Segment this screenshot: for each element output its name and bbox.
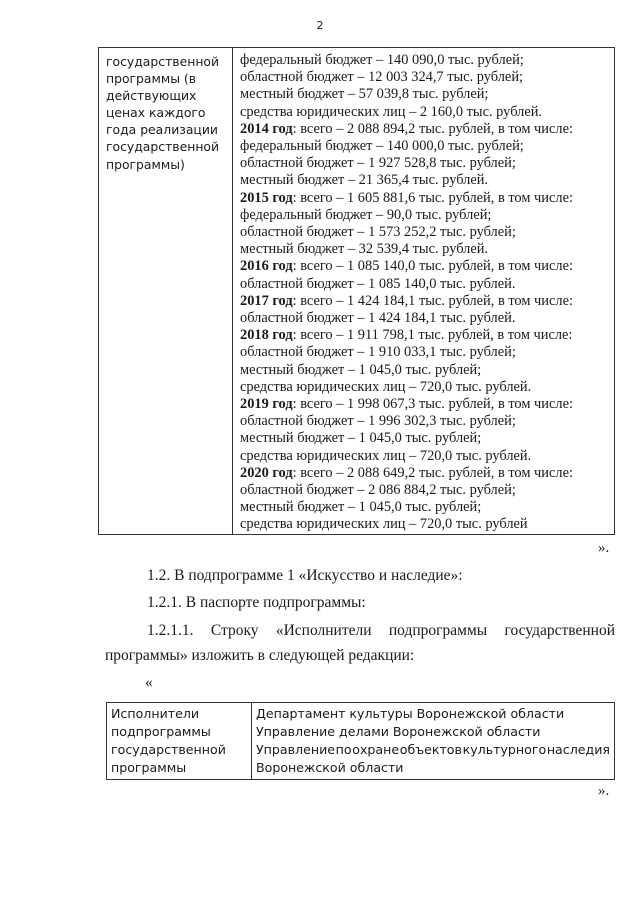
funding-label-line: государственной: [106, 139, 220, 155]
executor-word: объектов: [399, 742, 462, 757]
funding-text: областной бюджет – 1 927 528,8 тыс. рублей;: [240, 155, 516, 172]
instruction-word: подпрограммы: [388, 622, 488, 639]
paragraph-passport-heading: 1.2.1. В паспорте подпрограммы:: [147, 594, 366, 611]
funding-label-line: ценах каждого: [106, 105, 206, 121]
funding-text: местный бюджет – 1 045,0 тыс. рублей;: [240, 361, 482, 378]
funding-text: областной бюджет – 2 086 884,2 тыс. рублей;: [240, 482, 516, 499]
instruction-word: 1.2.1.1.: [147, 622, 194, 639]
executors-table: [106, 702, 615, 780]
funding-line: [240, 396, 614, 413]
funding-line: [240, 482, 614, 499]
funding-text: областной бюджет – 1 085 140,0 тыс. рублей.: [240, 275, 516, 292]
funding-text: средства юридических лиц – 2 160,0 тыс. рублей.: [240, 103, 543, 120]
executors-label-line: Исполнители: [111, 706, 200, 721]
funding-label-line: программы (в: [106, 71, 197, 87]
funding-text: областной бюджет – 1 573 252,2 тыс. рублей;: [240, 224, 516, 241]
funding-text: : всего – 1 424 184,1 тыс. рублей, в том числе:: [292, 292, 573, 309]
funding-line: [240, 86, 614, 103]
funding-line: [240, 155, 614, 172]
closing-quote-mark: ».: [598, 540, 610, 556]
funding-year: 2016 год: [240, 258, 293, 275]
funding-line: [240, 52, 614, 69]
funding-line: [240, 327, 614, 344]
executor-line: Управление делами Воронежской области: [256, 724, 541, 739]
funding-line: [240, 172, 614, 189]
funding-label-line: действующих: [106, 88, 197, 104]
funding-year: 2018 год: [240, 327, 293, 344]
page-number: 2: [316, 19, 324, 32]
funding-text: федеральный бюджет – 90,0 тыс. рублей;: [240, 206, 492, 223]
executor-word: наследия: [546, 742, 610, 757]
funding-line: [240, 448, 614, 465]
executors-label-cell: [107, 703, 252, 780]
funding-line: [240, 430, 614, 447]
funding-line: [240, 413, 614, 430]
funding-text: : всего – 1 085 140,0 тыс. рублей, в том числе:: [292, 258, 573, 275]
funding-year: 2017 год: [240, 292, 293, 309]
funding-line: [240, 379, 614, 396]
funding-text: местный бюджет – 57 039,8 тыс. рублей;: [240, 86, 489, 103]
funding-line: [240, 516, 614, 533]
executor-word: Управление: [256, 742, 336, 757]
funding-text: областной бюджет – 12 003 324,7 тыс. рублей;: [240, 69, 524, 86]
funding-line: [240, 138, 614, 155]
funding-line: [240, 241, 614, 258]
funding-text: областной бюджет – 1 996 302,3 тыс. рублей;: [240, 413, 516, 430]
funding-text: : всего – 2 088 894,2 тыс. рублей, в том числе:: [292, 120, 573, 137]
executor-word: охране: [352, 742, 400, 757]
funding-text: : всего – 1 605 881,6 тыс. рублей, в том числе:: [292, 189, 573, 206]
funding-text: средства юридических лиц – 720,0 тыс. рублей.: [240, 378, 532, 395]
funding-year: 2019 год: [240, 396, 293, 413]
instruction-word: Строку: [210, 622, 259, 639]
closing-quote-mark-2: ».: [598, 783, 610, 799]
funding-text: средства юридических лиц – 720,0 тыс. рублей: [240, 516, 528, 533]
funding-text: : всего – 2 088 649,2 тыс. рублей, в том числе:: [292, 464, 573, 481]
funding-text: местный бюджет – 1 045,0 тыс. рублей;: [240, 430, 482, 447]
funding-text: средства юридических лиц – 720,0 тыс. рублей.: [240, 447, 532, 464]
funding-line: [240, 258, 614, 275]
funding-label-line: государственной: [106, 54, 220, 69]
funding-line: [240, 465, 614, 482]
funding-text: федеральный бюджет – 140 000,0 тыс. рублей;: [240, 138, 524, 155]
instruction-word: «Исполнители: [275, 622, 372, 639]
funding-line: [240, 104, 614, 121]
executors-value-cell: [252, 703, 615, 780]
executors-label-line: подпрограммы: [111, 724, 211, 739]
funding-line: [240, 310, 614, 327]
funding-line: [240, 499, 614, 516]
funding-year: 2015 год: [240, 189, 293, 206]
funding-text: федеральный бюджет – 140 090,0 тыс. рублей;: [240, 52, 524, 68]
funding-line: [240, 276, 614, 293]
executors-label-line: программы: [111, 760, 187, 775]
funding-text: местный бюджет – 1 045,0 тыс. рублей;: [240, 499, 482, 516]
funding-line: [240, 190, 614, 207]
funding-text: местный бюджет – 21 365,4 тыс. рублей.: [240, 172, 489, 189]
funding-values-cell: [233, 48, 615, 535]
paragraph-subprogram-heading: 1.2. В подпрограмме 1 «Искусство и наследие»:: [147, 567, 463, 584]
executors-label-line: государственной: [111, 742, 226, 757]
funding-line: [240, 207, 614, 224]
funding-label-line: года реализации: [106, 122, 218, 138]
funding-text: местный бюджет – 32 539,4 тыс. рублей.: [240, 241, 489, 258]
executor-word: культурного: [462, 742, 547, 757]
funding-year: 2014 год: [240, 120, 293, 137]
funding-line: [240, 344, 614, 361]
opening-quote-mark: «: [145, 674, 153, 691]
funding-text: областной бюджет – 1 910 033,1 тыс. рублей;: [240, 344, 516, 361]
executor-line-justified: [256, 741, 610, 759]
executor-word: по: [335, 742, 352, 757]
executor-line: Департамент культуры Воронежской области: [256, 706, 565, 721]
funding-text: областной бюджет – 1 424 184,1 тыс. рублей.: [240, 310, 516, 327]
instruction-word: государственной: [504, 622, 615, 639]
funding-table: [98, 47, 615, 535]
funding-line: [240, 224, 614, 241]
funding-line: [240, 362, 614, 379]
funding-line: [240, 69, 614, 86]
funding-line: [240, 121, 614, 138]
funding-label-line: программы): [106, 156, 185, 172]
funding-year: 2020 год: [240, 464, 293, 481]
executor-line: Воронежской области: [256, 760, 404, 775]
funding-label-cell: [99, 48, 233, 535]
paragraph-instruction-continuation: программы» изложить в следующей редакции:: [105, 647, 415, 664]
paragraph-instruction-line: [147, 621, 615, 641]
funding-text: : всего – 1 911 798,1 тыс. рублей, в том числе:: [292, 327, 573, 344]
funding-line: [240, 293, 614, 310]
funding-text: : всего – 1 998 067,3 тыс. рублей, в том числе:: [292, 396, 573, 413]
